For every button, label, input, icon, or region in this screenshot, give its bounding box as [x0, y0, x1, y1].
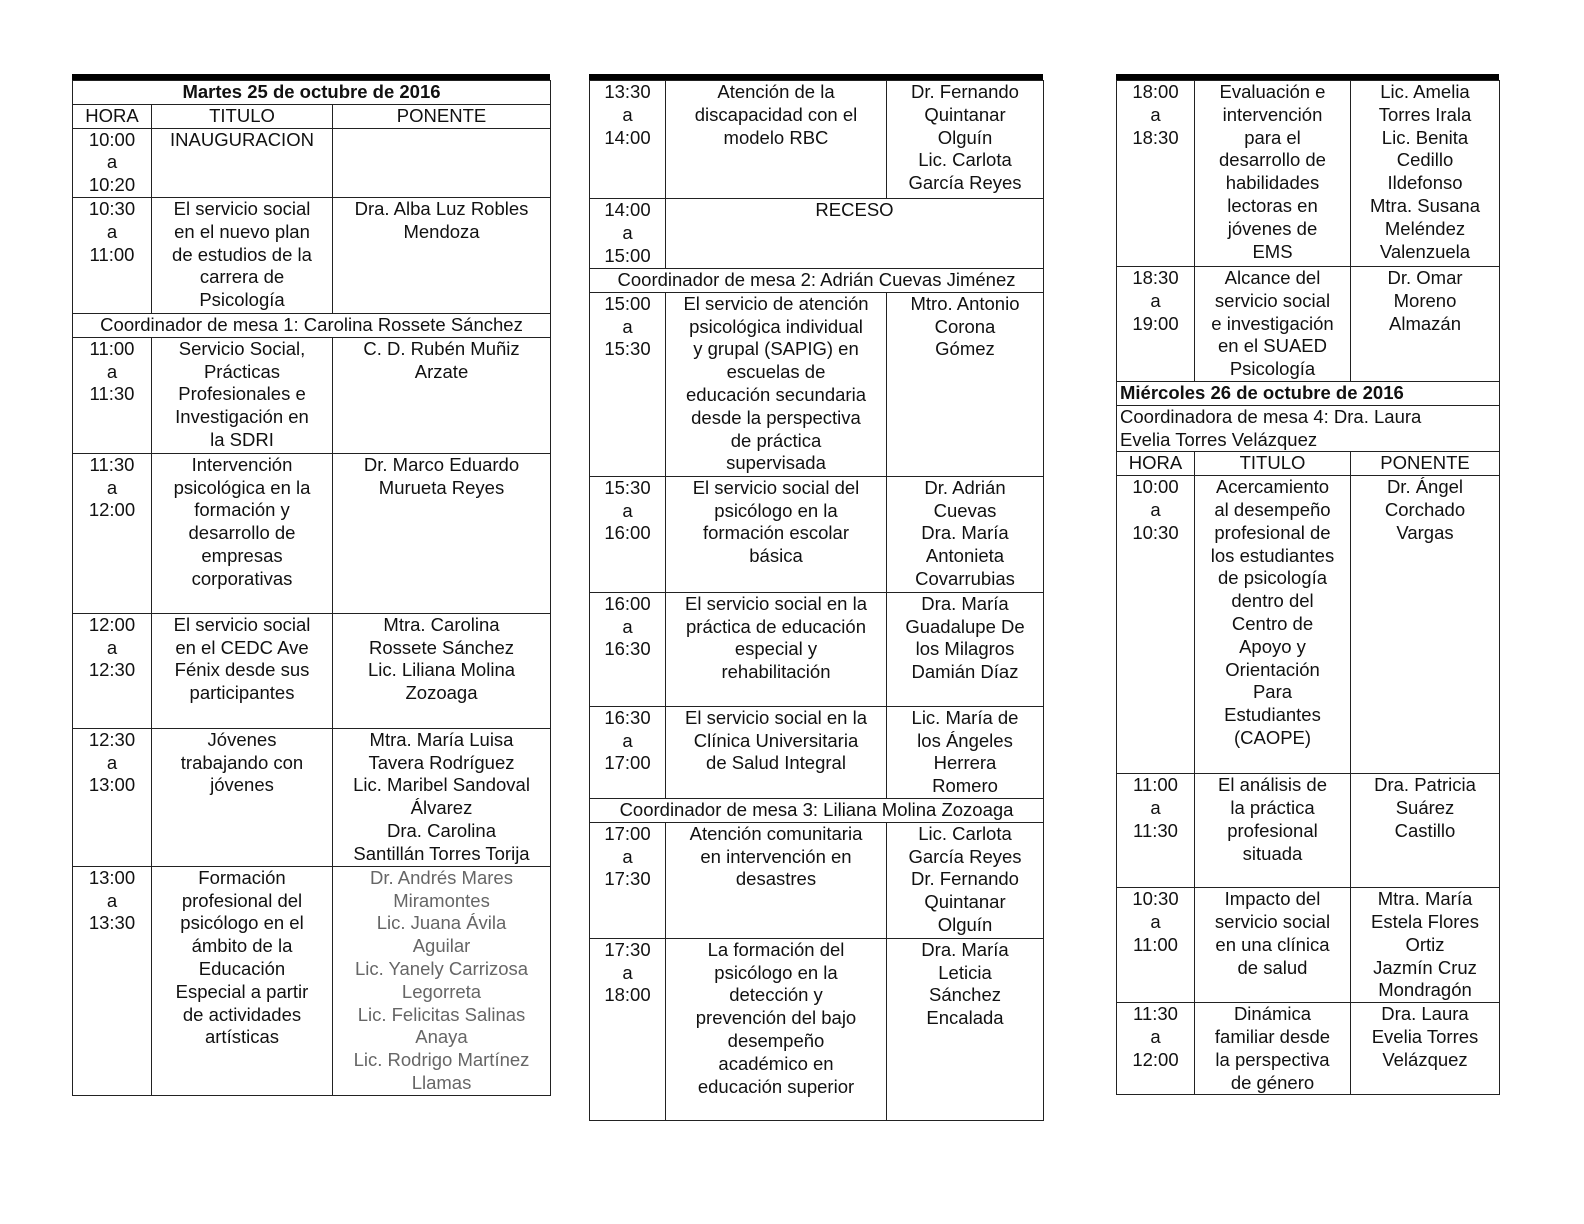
speaker-cell: C. D. Rubén Muñiz Arzate — [333, 337, 551, 453]
table-row — [73, 866, 551, 1095]
speaker-cell: Dra. Alba Luz Robles Mendoza — [333, 197, 551, 313]
header-row — [73, 104, 551, 128]
header-row — [1117, 452, 1500, 476]
speaker-cell: Lic. Amelia Torres Irala Lic. Benita Cedillo Ildefonso Mtra. Susana Meléndez Valenzuela — [1351, 81, 1500, 267]
title-cell: Acercamiento al desempeño profesional de los estudiantes de psicología dentro del Centro de Apoyo y Orientación Para Estudiantes (CAOPE) — [1195, 476, 1351, 774]
speaker-cell: Dra. Patricia Suárez Castillo — [1351, 774, 1500, 888]
speaker-cell: Lic. María de los Ángeles Herrera Romero — [887, 706, 1044, 798]
speaker-cell: Dra. Laura Evelia Torres Velázquez — [1351, 1003, 1500, 1095]
title-cell: Servicio Social, Prácticas Profesionales e Investigación en la SDRI — [152, 337, 333, 453]
table-row — [590, 199, 1044, 269]
time-cell: 11:00 a 11:30 — [73, 337, 152, 453]
title-cell: INAUGURACION — [152, 128, 333, 197]
speaker-cell: Dr. Adrián Cuevas Dra. María Antonieta Covarrubias — [887, 476, 1044, 592]
speaker-cell: Dr. Omar Moreno Almazán — [1351, 267, 1500, 382]
time-cell: 18:00 a 18:30 — [1117, 81, 1195, 267]
table-row — [1117, 476, 1500, 774]
schedule-column-3 — [1116, 74, 1499, 1095]
time-cell: 10:00 a 10:20 — [73, 128, 152, 197]
table-row — [1117, 81, 1500, 267]
table-row — [590, 292, 1044, 476]
time-cell: 18:30 a 19:00 — [1117, 267, 1195, 382]
coordinator-row — [1117, 405, 1500, 452]
time-cell: 12:30 a 13:00 — [73, 728, 152, 866]
day-title: Miércoles 26 de octubre de 2016 — [1117, 381, 1500, 405]
title-cell: Formación profesional del psicólogo en el ámbito de la Educación Especial a partir de actividades artísticas — [152, 866, 333, 1095]
title-cell: El servicio social en la práctica de educación especial y rehabilitación — [666, 592, 887, 706]
table-row — [590, 822, 1044, 938]
title-cell: Dinámica familiar desde la perspectiva de género — [1195, 1003, 1351, 1095]
title-cell: Atención comunitaria en intervención en desastres — [666, 822, 887, 938]
coordinator-label: Coordinador de mesa 2: Adrián Cuevas Jiménez — [590, 269, 1044, 293]
table-row — [73, 337, 551, 453]
speaker-cell: Dra. María Guadalupe De los Milagros Damián Díaz — [887, 592, 1044, 706]
coordinator-row — [590, 269, 1044, 293]
table-row — [73, 128, 551, 197]
coordinator-label: Coordinador de mesa 3: Liliana Molina Zozoaga — [590, 798, 1044, 822]
table-row — [73, 613, 551, 728]
schedule-table-tuesday — [72, 80, 551, 1096]
time-cell: 16:00 a 16:30 — [590, 592, 666, 706]
coordinator-row — [73, 313, 551, 337]
time-cell: 10:30 a 11:00 — [73, 197, 152, 313]
header-titulo: TITULO — [1195, 452, 1351, 476]
speaker-cell: Dr. Andrés Mares Miramontes Lic. Juana Ávila Aguilar Lic. Yanely Carrizosa Legorreta Lic. Felicitas Salinas Anaya Lic. Rodrigo Martínez Llamas — [333, 866, 551, 1095]
schedule-table-tuesday-cont — [589, 80, 1044, 1121]
speaker-cell: Mtra. Carolina Rossete Sánchez Lic. Liliana Molina Zozoaga — [333, 613, 551, 728]
speaker-cell: Mtra. María Estela Flores Ortiz Jazmín Cruz Mondragón — [1351, 888, 1500, 1003]
coordinator-row — [590, 798, 1044, 822]
speaker-cell: Mtra. María Luisa Tavera Rodríguez Lic. Maribel Sandoval Álvarez Dra. Carolina Santillán Torres Torija — [333, 728, 551, 866]
title-cell: El análisis de la práctica profesional situada — [1195, 774, 1351, 888]
table-row — [73, 453, 551, 613]
title-cell: Jóvenes trabajando con jóvenes — [152, 728, 333, 866]
time-cell: 15:30 a 16:00 — [590, 476, 666, 592]
coordinator-label: Coordinador de mesa 1: Carolina Rossete Sánchez — [73, 313, 551, 337]
table-row — [1117, 888, 1500, 1003]
speaker-cell: Mtro. Antonio Corona Gómez — [887, 292, 1044, 476]
speaker-cell — [333, 128, 551, 197]
day-title: Martes 25 de octubre de 2016 — [73, 81, 551, 105]
speaker-cell: Dra. María Leticia Sánchez Encalada — [887, 938, 1044, 1120]
table-row — [590, 81, 1044, 199]
table-row — [73, 197, 551, 313]
title-cell: El servicio social en el nuevo plan de estudios de la carrera de Psicología — [152, 197, 333, 313]
schedule-column-1 — [72, 74, 550, 1096]
time-cell: 10:00 a 10:30 — [1117, 476, 1195, 774]
header-hora: HORA — [1117, 452, 1195, 476]
table-row — [590, 476, 1044, 592]
recess-cell: RECESO — [666, 199, 1044, 269]
day-title-row — [73, 81, 551, 105]
schedule-column-2 — [589, 74, 1043, 1121]
title-cell: El servicio social del psicólogo en la formación escolar básica — [666, 476, 887, 592]
speaker-cell: Lic. Carlota García Reyes Dr. Fernando Quintanar Olguín — [887, 822, 1044, 938]
table-row — [1117, 774, 1500, 888]
table-row — [1117, 1003, 1500, 1095]
title-cell: La formación del psicólogo en la detección y prevención del bajo desempeño académico en educación superior — [666, 938, 887, 1120]
title-cell: Alcance del servicio social e investigación en el SUAED Psicología — [1195, 267, 1351, 382]
day-title-row — [1117, 381, 1500, 405]
table-row — [590, 938, 1044, 1120]
title-cell: Evaluación e intervención para el desarrollo de habilidades lectoras en jóvenes de EMS — [1195, 81, 1351, 267]
header-titulo: TITULO — [152, 104, 333, 128]
time-cell: 16:30 a 17:00 — [590, 706, 666, 798]
title-cell: Atención de la discapacidad con el modelo RBC — [666, 81, 887, 199]
speaker-cell: Dr. Fernando Quintanar Olguín Lic. Carlota García Reyes — [887, 81, 1044, 199]
table-row — [590, 706, 1044, 798]
time-cell: 15:00 a 15:30 — [590, 292, 666, 476]
time-cell: 13:00 a 13:30 — [73, 866, 152, 1095]
title-cell: El servicio social en el CEDC Ave Fénix desde sus participantes — [152, 613, 333, 728]
time-cell: 11:30 a 12:00 — [1117, 1003, 1195, 1095]
time-cell: 14:00 a 15:00 — [590, 199, 666, 269]
table-row — [590, 592, 1044, 706]
header-hora: HORA — [73, 104, 152, 128]
time-cell: 11:30 a 12:00 — [73, 453, 152, 613]
speaker-cell: Dr. Ángel Corchado Vargas — [1351, 476, 1500, 774]
coordinator-label: Coordinadora de mesa 4: Dra. Laura Evelia Torres Velázquez — [1117, 405, 1500, 452]
table-row — [1117, 267, 1500, 382]
time-cell: 13:30 a 14:00 — [590, 81, 666, 199]
time-cell: 11:00 a 11:30 — [1117, 774, 1195, 888]
title-cell: Impacto del servicio social en una clínica de salud — [1195, 888, 1351, 1003]
title-cell: El servicio social en la Clínica Universitaria de Salud Integral — [666, 706, 887, 798]
schedule-table-wednesday — [1116, 80, 1500, 1095]
time-cell: 17:00 a 17:30 — [590, 822, 666, 938]
header-ponente: PONENTE — [333, 104, 551, 128]
title-cell: Intervención psicológica en la formación y desarrollo de empresas corporativas — [152, 453, 333, 613]
time-cell: 17:30 a 18:00 — [590, 938, 666, 1120]
time-cell: 12:00 a 12:30 — [73, 613, 152, 728]
header-ponente: PONENTE — [1351, 452, 1500, 476]
speaker-cell: Dr. Marco Eduardo Murueta Reyes — [333, 453, 551, 613]
table-row — [73, 728, 551, 866]
title-cell: El servicio de atención psicológica individual y grupal (SAPIG) en escuelas de educación secundaria desde la perspectiva de práctica supervisada — [666, 292, 887, 476]
time-cell: 10:30 a 11:00 — [1117, 888, 1195, 1003]
